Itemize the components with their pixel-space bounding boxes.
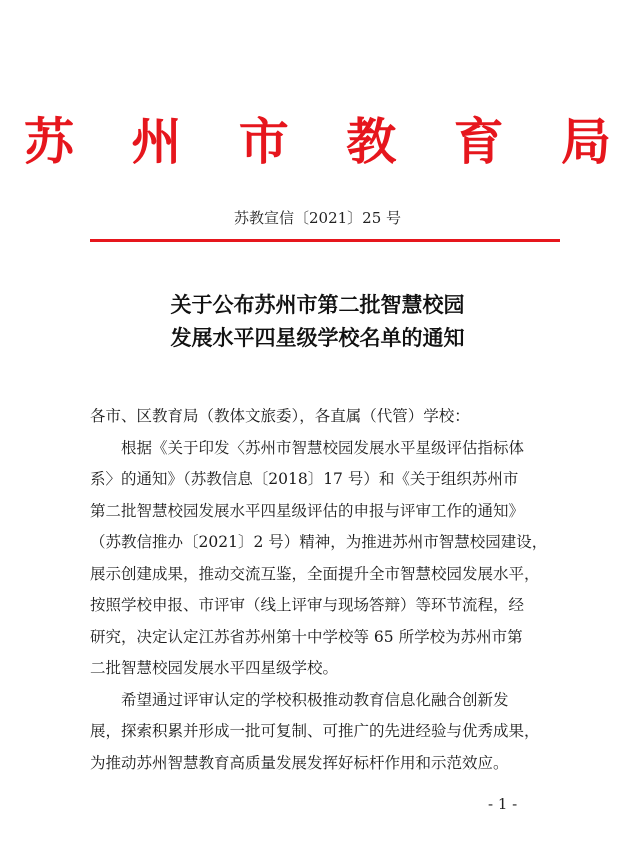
paragraph-line-text: 二批智慧校园发展水平四星级学校。 — [90, 659, 339, 677]
notice-body — [90, 401, 555, 779]
paragraph-line-text: （苏教信推办〔2021〕2 号）精神，为推进苏州市智慧校园建设， — [90, 533, 548, 551]
paragraph-line — [90, 590, 555, 622]
notice-title — [0, 288, 635, 354]
paragraph-line — [90, 685, 555, 717]
paragraph-line-text: 按照学校申报、市评审（线上评审与现场答辩）等环节流程，经 — [90, 596, 525, 614]
paragraph-line-text: 希望通过评审认定的学校积极推动教育信息化融合创新发 — [90, 690, 509, 709]
paragraph-line — [90, 716, 555, 748]
addressee-text: 各市、区教育局（教体文旅委），各直属（代管）学校： — [90, 407, 470, 425]
notice-title-line-2: 发展水平四星级学校名单的通知 — [170, 325, 465, 350]
paragraph-line — [90, 433, 555, 465]
paragraph-line-text: 第二批智慧校园发展水平四星级评估的申报与评审工作的通知》 — [90, 501, 525, 520]
paragraph-line — [90, 559, 555, 591]
paragraph-line — [90, 496, 555, 528]
paragraph-2 — [90, 685, 555, 780]
addressee-line — [90, 401, 555, 433]
paragraph-line-text: 系〉的通知》（苏教信息〔2018〕17 号）和《关于组织苏州市 — [90, 470, 519, 488]
paragraph-line — [90, 527, 555, 559]
paragraph-line — [90, 622, 555, 654]
paragraph-line-text: 展示创建成果，推动交流互鉴，全面提升全市智慧校园发展水平， — [90, 564, 540, 583]
paragraph-line — [90, 748, 555, 780]
page-number: - 1 - — [488, 795, 518, 813]
issuer-header: 苏 州 市 教 育 局 — [23, 112, 632, 171]
red-divider — [90, 239, 560, 242]
paragraph-line-text: 展，探索积累并形成一批可复制、可推广的先进经验与优秀成果， — [90, 722, 540, 740]
paragraph-line — [90, 653, 555, 685]
paragraph-line — [90, 464, 555, 496]
paragraph-line-text: 为推动苏州智慧教育高质量发展发挥好标杆作用和示范效应。 — [90, 753, 509, 772]
document-number: 苏教宣信〔2021〕25 号 — [233, 209, 402, 227]
paragraph-1 — [90, 433, 555, 685]
paragraph-line-text: 研究，决定认定江苏省苏州第十中学校等 65 所学校为苏州市第 — [90, 627, 523, 646]
paragraph-line-text: 根据《关于印发〈苏州市智慧校园发展水平星级评估指标体 — [90, 438, 525, 457]
notice-title-line-1: 关于公布苏州市第二批智慧校园 — [170, 292, 465, 317]
